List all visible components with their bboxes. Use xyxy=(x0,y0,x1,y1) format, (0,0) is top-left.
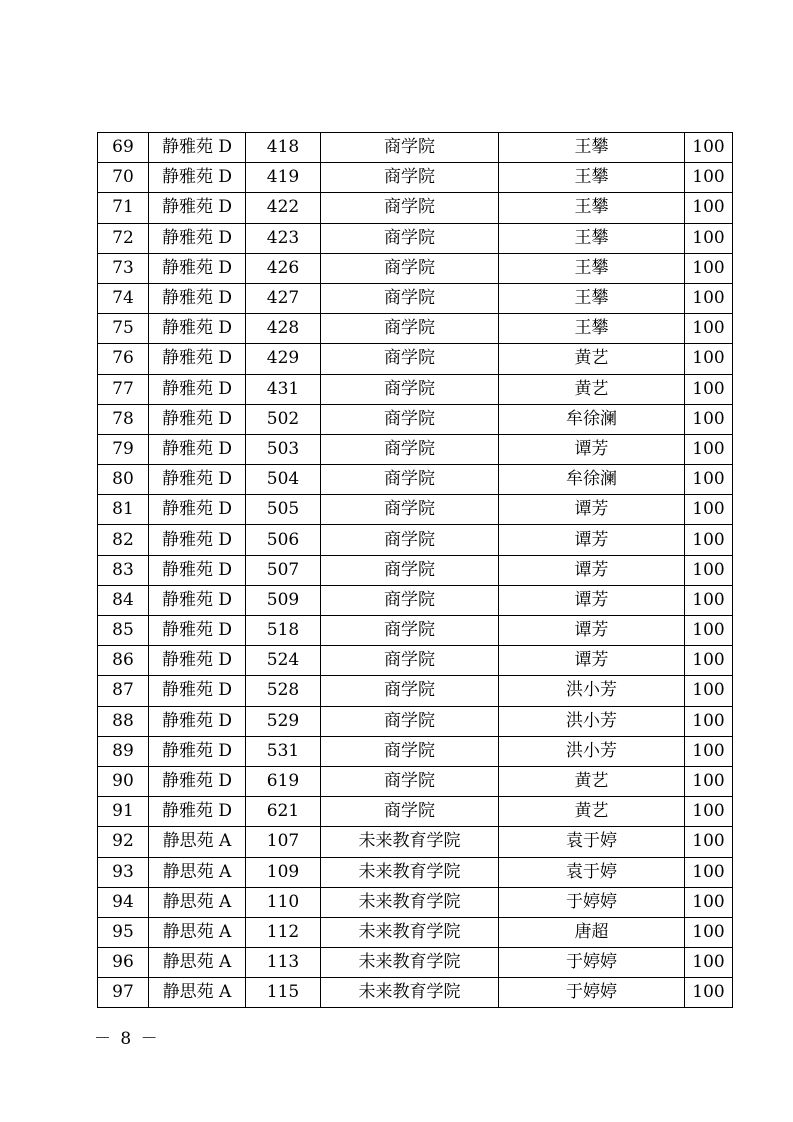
contact-cell: 于婷婷 xyxy=(499,978,685,1008)
building-cell: 静思苑 A xyxy=(149,827,246,857)
college-cell: 未来教育学院 xyxy=(321,887,499,917)
score-cell: 100 xyxy=(685,797,733,827)
row-index-cell: 88 xyxy=(98,706,149,736)
contact-cell: 王攀 xyxy=(499,283,685,313)
room-cell: 506 xyxy=(246,525,321,555)
score-cell: 100 xyxy=(685,374,733,404)
room-cell: 504 xyxy=(246,465,321,495)
room-cell: 115 xyxy=(246,978,321,1008)
room-cell: 531 xyxy=(246,736,321,766)
row-index-cell: 80 xyxy=(98,465,149,495)
building-cell: 静雅苑 D xyxy=(149,797,246,827)
table-row xyxy=(98,253,733,283)
room-cell: 502 xyxy=(246,404,321,434)
score-cell: 100 xyxy=(685,465,733,495)
score-cell: 100 xyxy=(685,948,733,978)
table-row xyxy=(98,374,733,404)
row-index-cell: 93 xyxy=(98,857,149,887)
contact-cell: 王攀 xyxy=(499,253,685,283)
room-cell: 524 xyxy=(246,646,321,676)
contact-cell: 洪小芳 xyxy=(499,706,685,736)
building-cell: 静思苑 A xyxy=(149,978,246,1008)
row-index-cell: 82 xyxy=(98,525,149,555)
contact-cell: 袁于婷 xyxy=(499,857,685,887)
contact-cell: 谭芳 xyxy=(499,525,685,555)
room-cell: 509 xyxy=(246,585,321,615)
table-row xyxy=(98,646,733,676)
contact-cell: 洪小芳 xyxy=(499,736,685,766)
contact-cell: 谭芳 xyxy=(499,616,685,646)
building-cell: 静雅苑 D xyxy=(149,585,246,615)
building-cell: 静雅苑 D xyxy=(149,555,246,585)
building-cell: 静思苑 A xyxy=(149,948,246,978)
college-cell: 商学院 xyxy=(321,736,499,766)
table-row xyxy=(98,163,733,193)
score-cell: 100 xyxy=(685,434,733,464)
building-cell: 静雅苑 D xyxy=(149,525,246,555)
score-cell: 100 xyxy=(685,706,733,736)
room-cell: 429 xyxy=(246,344,321,374)
room-cell: 113 xyxy=(246,948,321,978)
contact-cell: 牟徐澜 xyxy=(499,465,685,495)
college-cell: 商学院 xyxy=(321,797,499,827)
table-row xyxy=(98,283,733,313)
score-cell: 100 xyxy=(685,133,733,163)
college-cell: 商学院 xyxy=(321,434,499,464)
table-row xyxy=(98,857,733,887)
row-index-cell: 70 xyxy=(98,163,149,193)
table-row xyxy=(98,434,733,464)
building-cell: 静思苑 A xyxy=(149,917,246,947)
room-cell: 423 xyxy=(246,223,321,253)
row-index-cell: 74 xyxy=(98,283,149,313)
room-cell: 426 xyxy=(246,253,321,283)
score-cell: 100 xyxy=(685,193,733,223)
score-cell: 100 xyxy=(685,887,733,917)
score-cell: 100 xyxy=(685,676,733,706)
building-cell: 静雅苑 D xyxy=(149,676,246,706)
building-cell: 静雅苑 D xyxy=(149,374,246,404)
contact-cell: 黄艺 xyxy=(499,374,685,404)
building-cell: 静雅苑 D xyxy=(149,736,246,766)
building-cell: 静雅苑 D xyxy=(149,253,246,283)
table-row xyxy=(98,525,733,555)
score-cell: 100 xyxy=(685,857,733,887)
building-cell: 静雅苑 D xyxy=(149,163,246,193)
row-index-cell: 87 xyxy=(98,676,149,706)
table-row xyxy=(98,555,733,585)
row-index-cell: 72 xyxy=(98,223,149,253)
college-cell: 商学院 xyxy=(321,223,499,253)
score-cell: 100 xyxy=(685,253,733,283)
table-row xyxy=(98,978,733,1008)
room-cell: 422 xyxy=(246,193,321,223)
page-number: － 8 － xyxy=(94,1029,160,1049)
contact-cell: 谭芳 xyxy=(499,646,685,676)
score-cell: 100 xyxy=(685,495,733,525)
college-cell: 未来教育学院 xyxy=(321,917,499,947)
room-cell: 528 xyxy=(246,676,321,706)
table-row xyxy=(98,495,733,525)
table-row xyxy=(98,676,733,706)
contact-cell: 王攀 xyxy=(499,133,685,163)
room-cell: 428 xyxy=(246,314,321,344)
score-cell: 100 xyxy=(685,163,733,193)
building-cell: 静思苑 A xyxy=(149,887,246,917)
building-cell: 静雅苑 D xyxy=(149,616,246,646)
college-cell: 商学院 xyxy=(321,133,499,163)
row-index-cell: 79 xyxy=(98,434,149,464)
contact-cell: 黄艺 xyxy=(499,797,685,827)
table-row xyxy=(98,917,733,947)
row-index-cell: 84 xyxy=(98,585,149,615)
table-body xyxy=(98,133,733,1008)
college-cell: 商学院 xyxy=(321,766,499,796)
score-cell: 100 xyxy=(685,314,733,344)
room-cell: 418 xyxy=(246,133,321,163)
contact-cell: 谭芳 xyxy=(499,434,685,464)
score-cell: 100 xyxy=(685,766,733,796)
building-cell: 静雅苑 D xyxy=(149,706,246,736)
contact-cell: 黄艺 xyxy=(499,344,685,374)
building-cell: 静雅苑 D xyxy=(149,344,246,374)
score-cell: 100 xyxy=(685,736,733,766)
table-row xyxy=(98,193,733,223)
table-row xyxy=(98,736,733,766)
score-cell: 100 xyxy=(685,978,733,1008)
room-cell: 505 xyxy=(246,495,321,525)
building-cell: 静雅苑 D xyxy=(149,314,246,344)
college-cell: 未来教育学院 xyxy=(321,948,499,978)
room-cell: 107 xyxy=(246,827,321,857)
row-index-cell: 94 xyxy=(98,887,149,917)
score-cell: 100 xyxy=(685,525,733,555)
row-index-cell: 96 xyxy=(98,948,149,978)
room-cell: 427 xyxy=(246,283,321,313)
room-cell: 110 xyxy=(246,887,321,917)
table-row xyxy=(98,766,733,796)
room-cell: 518 xyxy=(246,616,321,646)
score-cell: 100 xyxy=(685,223,733,253)
building-cell: 静雅苑 D xyxy=(149,646,246,676)
building-cell: 静雅苑 D xyxy=(149,283,246,313)
room-cell: 619 xyxy=(246,766,321,796)
score-cell: 100 xyxy=(685,344,733,374)
row-index-cell: 76 xyxy=(98,344,149,374)
table-row xyxy=(98,706,733,736)
row-index-cell: 91 xyxy=(98,797,149,827)
room-cell: 529 xyxy=(246,706,321,736)
building-cell: 静雅苑 D xyxy=(149,404,246,434)
row-index-cell: 92 xyxy=(98,827,149,857)
college-cell: 商学院 xyxy=(321,404,499,434)
row-index-cell: 73 xyxy=(98,253,149,283)
contact-cell: 黄艺 xyxy=(499,766,685,796)
college-cell: 商学院 xyxy=(321,314,499,344)
room-cell: 109 xyxy=(246,857,321,887)
table-row xyxy=(98,223,733,253)
row-index-cell: 78 xyxy=(98,404,149,434)
table-row xyxy=(98,827,733,857)
row-index-cell: 90 xyxy=(98,766,149,796)
college-cell: 未来教育学院 xyxy=(321,827,499,857)
room-cell: 503 xyxy=(246,434,321,464)
row-index-cell: 69 xyxy=(98,133,149,163)
college-cell: 商学院 xyxy=(321,344,499,374)
college-cell: 商学院 xyxy=(321,706,499,736)
dormitory-table xyxy=(97,132,733,1008)
row-index-cell: 77 xyxy=(98,374,149,404)
contact-cell: 于婷婷 xyxy=(499,948,685,978)
contact-cell: 王攀 xyxy=(499,314,685,344)
building-cell: 静雅苑 D xyxy=(149,495,246,525)
contact-cell: 谭芳 xyxy=(499,555,685,585)
table-row xyxy=(98,616,733,646)
college-cell: 未来教育学院 xyxy=(321,978,499,1008)
table-row xyxy=(98,314,733,344)
contact-cell: 牟徐澜 xyxy=(499,404,685,434)
row-index-cell: 95 xyxy=(98,917,149,947)
table-row xyxy=(98,887,733,917)
college-cell: 商学院 xyxy=(321,193,499,223)
table-row xyxy=(98,465,733,495)
row-index-cell: 83 xyxy=(98,555,149,585)
room-cell: 507 xyxy=(246,555,321,585)
score-cell: 100 xyxy=(685,616,733,646)
contact-cell: 王攀 xyxy=(499,163,685,193)
contact-cell: 王攀 xyxy=(499,193,685,223)
room-cell: 112 xyxy=(246,917,321,947)
college-cell: 未来教育学院 xyxy=(321,857,499,887)
score-cell: 100 xyxy=(685,646,733,676)
college-cell: 商学院 xyxy=(321,283,499,313)
score-cell: 100 xyxy=(685,555,733,585)
contact-cell: 谭芳 xyxy=(499,495,685,525)
table-row xyxy=(98,948,733,978)
contact-cell: 谭芳 xyxy=(499,585,685,615)
college-cell: 商学院 xyxy=(321,495,499,525)
building-cell: 静雅苑 D xyxy=(149,434,246,464)
score-cell: 100 xyxy=(685,283,733,313)
building-cell: 静雅苑 D xyxy=(149,465,246,495)
building-cell: 静雅苑 D xyxy=(149,223,246,253)
college-cell: 商学院 xyxy=(321,465,499,495)
room-cell: 431 xyxy=(246,374,321,404)
building-cell: 静雅苑 D xyxy=(149,193,246,223)
building-cell: 静思苑 A xyxy=(149,857,246,887)
table-row xyxy=(98,585,733,615)
score-cell: 100 xyxy=(685,404,733,434)
college-cell: 商学院 xyxy=(321,646,499,676)
room-cell: 419 xyxy=(246,163,321,193)
college-cell: 商学院 xyxy=(321,585,499,615)
contact-cell: 王攀 xyxy=(499,223,685,253)
score-cell: 100 xyxy=(685,917,733,947)
table-row xyxy=(98,133,733,163)
contact-cell: 于婷婷 xyxy=(499,887,685,917)
table-row xyxy=(98,404,733,434)
row-index-cell: 75 xyxy=(98,314,149,344)
college-cell: 商学院 xyxy=(321,525,499,555)
college-cell: 商学院 xyxy=(321,676,499,706)
contact-cell: 唐超 xyxy=(499,917,685,947)
row-index-cell: 71 xyxy=(98,193,149,223)
contact-cell: 洪小芳 xyxy=(499,676,685,706)
score-cell: 100 xyxy=(685,827,733,857)
row-index-cell: 85 xyxy=(98,616,149,646)
row-index-cell: 86 xyxy=(98,646,149,676)
row-index-cell: 97 xyxy=(98,978,149,1008)
table-row xyxy=(98,797,733,827)
contact-cell: 袁于婷 xyxy=(499,827,685,857)
college-cell: 商学院 xyxy=(321,555,499,585)
building-cell: 静雅苑 D xyxy=(149,133,246,163)
college-cell: 商学院 xyxy=(321,253,499,283)
college-cell: 商学院 xyxy=(321,163,499,193)
row-index-cell: 81 xyxy=(98,495,149,525)
building-cell: 静雅苑 D xyxy=(149,766,246,796)
college-cell: 商学院 xyxy=(321,374,499,404)
score-cell: 100 xyxy=(685,585,733,615)
room-cell: 621 xyxy=(246,797,321,827)
row-index-cell: 89 xyxy=(98,736,149,766)
table-row xyxy=(98,344,733,374)
college-cell: 商学院 xyxy=(321,616,499,646)
